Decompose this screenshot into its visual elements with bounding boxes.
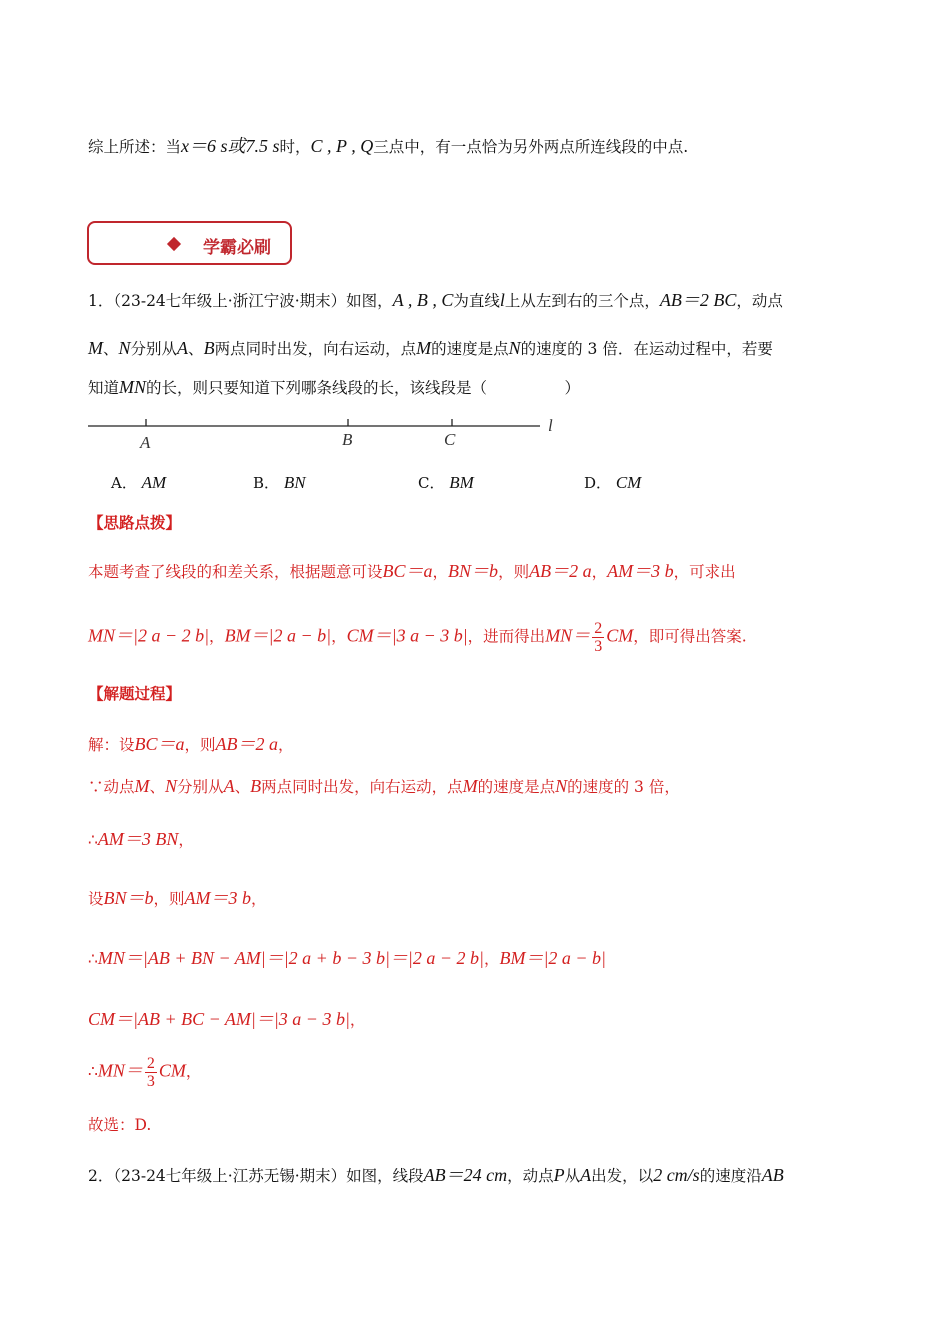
hint-text: ，可求出 [673, 563, 736, 581]
sol-text: 解：设 [88, 736, 135, 754]
q1-text: 、 [103, 340, 119, 358]
label-l: l [548, 416, 553, 435]
sol-text: ， [483, 950, 500, 968]
sol-var: A [223, 776, 235, 796]
sol-text: 、 [234, 778, 251, 796]
q1-var: N [508, 338, 521, 358]
sol-text: ， [349, 1011, 366, 1029]
q1-text: 的长，则只要知道下列哪条线段的长，该线段是（ ） [146, 379, 581, 397]
label-c: C [444, 430, 456, 449]
hint-eq: BM＝|2 a − b| [224, 625, 332, 646]
summary-expr: x＝6 s或7.5 s [181, 136, 280, 156]
diamond-icon [167, 237, 181, 251]
fraction-denominator: 3 [146, 1073, 155, 1090]
option-letter: D． [584, 474, 612, 492]
q1-text: 的速度的 3 倍．在运动过程中，若要 [520, 340, 773, 358]
sol-eq: BM＝|2 a − b| [499, 948, 607, 968]
summary-mid: 时， [279, 138, 311, 156]
q1-var: B [203, 338, 215, 358]
hint-text: ， [591, 563, 608, 581]
q2-speed: 2 cm/s [653, 1165, 700, 1185]
option-letter: A． [111, 474, 137, 492]
solution-step4 [88, 884, 267, 910]
sol-text: ， [251, 890, 267, 908]
sol-var: N [165, 776, 178, 796]
q2-text: 2．（23-24七年级上·江苏无锡·期末）如图，线段 [88, 1167, 424, 1185]
hint-heading: 【思路点拨】 [88, 513, 182, 532]
sol-eq: MN＝ [97, 1060, 143, 1081]
sol-text: ， [185, 1062, 202, 1081]
sol-text: ， [278, 736, 294, 754]
option-value: AM [141, 473, 167, 492]
sol-var: M [462, 776, 478, 796]
hint-line2 [88, 620, 747, 655]
hint-line1 [88, 557, 736, 583]
hint-eq: AB＝2 a [529, 561, 592, 581]
q1-text: 分别从 [130, 340, 178, 358]
hint-eq: AM＝3 b [607, 561, 674, 581]
option-value: CM [615, 473, 642, 492]
q2-eq: AB＝24 cm [423, 1165, 508, 1185]
label-b: B [342, 430, 353, 449]
q1-text: 两点同时出发，向右运动，点 [214, 340, 417, 358]
q1-var: N [118, 338, 131, 358]
label-a: A [140, 433, 151, 452]
option-letter: C． [418, 474, 445, 492]
q2-text: 的速度沿 [699, 1167, 762, 1185]
sol-eq: AM＝3 b [184, 888, 252, 908]
hint-eq: CM [606, 625, 634, 646]
sol-text: ，则 [184, 736, 216, 754]
banner-title: 学霸必刷 [203, 238, 271, 258]
option-b[interactable] [253, 472, 306, 493]
q1-source: 1．（23-24七年级上·浙江宁波·期末）如图， [88, 292, 393, 310]
sol-eq: CM [158, 1060, 186, 1081]
sol-text: ， [178, 831, 194, 849]
q1-text: 上从左到右的三个点， [504, 292, 660, 310]
hint-eq: CM＝|3 a − 3 b| [346, 625, 468, 646]
q1-text: 的速度是点 [431, 340, 509, 358]
summary-line [88, 132, 688, 158]
solution-answer: 故选：D. [88, 1116, 152, 1134]
hint-text: ， [331, 627, 347, 646]
sol-text: 分别从 [177, 778, 224, 796]
sol-text: 的速度的 3 倍， [567, 778, 680, 796]
sol-var: N [555, 776, 568, 796]
hint-text: 本题考查了线段的和差关系，根据题意可设 [88, 563, 383, 581]
q1-text: 、 [188, 340, 204, 358]
therefore-symbol: ∴ [88, 950, 98, 968]
fraction-denominator: 3 [594, 638, 603, 655]
hint-text: ，进而得出 [467, 627, 546, 646]
q2-var: AB [761, 1165, 784, 1185]
sol-eq: AB＝2 a [215, 734, 279, 754]
sol-eq: BN＝b [103, 888, 154, 908]
summary-suffix: 三点中，有一点恰为另外两点所连线段的中点. [373, 138, 689, 156]
sol-eq: AM＝3 BN [97, 829, 179, 849]
hint-eq: BN＝b [448, 561, 499, 581]
hint-eq: BC＝a [382, 561, 433, 581]
option-letter: B． [253, 474, 280, 492]
sol-text: 设 [88, 890, 104, 908]
hint-text: ，即可得出答案. [633, 627, 747, 646]
sol-text: 的速度是点 [477, 778, 556, 796]
sol-text: 、 [149, 778, 166, 796]
fraction-numerator: 2 [594, 620, 603, 637]
sol-text: ∵动点 [88, 778, 135, 796]
q1-text: 为直线 [453, 292, 500, 310]
q2-text: 从 [564, 1167, 581, 1185]
hint-eq: MN＝|2 a − 2 b| [88, 625, 210, 646]
q1-text: 知道 [88, 379, 120, 397]
hint-text: ， [432, 563, 449, 581]
solution-step1 [88, 730, 294, 756]
q1-var: M [88, 338, 103, 358]
sol-var: M [134, 776, 150, 796]
option-value: BM [449, 473, 474, 492]
q2-text: 出发，以 [591, 1167, 654, 1185]
sol-text: ，则 [153, 890, 185, 908]
sol-eq: BC＝a [134, 734, 185, 754]
option-a[interactable] [111, 472, 166, 493]
sol-eq: MN＝|AB + BN − AM|＝|2 a + b − 3 b|＝|2 a − 2 b| [97, 948, 484, 968]
option-d[interactable] [584, 472, 641, 493]
q1-line2 [88, 337, 773, 359]
q1-line-l: l [499, 290, 505, 310]
sol-eq: CM＝|AB + BC − AM|＝|3 a − 3 b| [88, 1009, 350, 1029]
summary-points: C , P , Q [310, 136, 374, 156]
q1-points: A , B , C [392, 290, 454, 310]
q2-line1 [88, 1161, 784, 1187]
hint-text: ，则 [498, 563, 530, 581]
solution-step7 [88, 1055, 201, 1090]
solution-step5 [88, 944, 606, 970]
option-value: BN [283, 473, 306, 492]
q1-var: MN [119, 377, 147, 397]
section-banner [87, 221, 292, 265]
q2-text: ，动点 [507, 1167, 554, 1185]
solution-step3 [88, 825, 194, 851]
q1-equation: AB＝2 BC [659, 290, 737, 310]
hint-fraction [592, 620, 604, 655]
therefore-symbol: ∴ [88, 831, 98, 849]
q1-var: A [177, 338, 189, 358]
solution-step2 [88, 775, 680, 797]
summary-prefix: 综上所述：当 [88, 138, 182, 156]
line-diagram [0, 410, 950, 470]
hint-text: ， [209, 627, 225, 646]
q2-var: A [580, 1165, 592, 1185]
q2-var: P [553, 1165, 565, 1185]
q1-var: M [416, 338, 432, 358]
therefore-symbol: ∴ [88, 1062, 98, 1081]
solution-heading: 【解题过程】 [88, 684, 182, 703]
sol-text: 两点同时出发，向右运动，点 [261, 778, 463, 796]
option-c[interactable] [418, 472, 474, 493]
fraction-numerator: 2 [146, 1055, 155, 1072]
q1-line1 [88, 286, 783, 312]
solution-step6 [88, 1005, 365, 1031]
q1-line3 [88, 376, 580, 398]
q1-text: ，动点 [736, 292, 783, 310]
sol-fraction [145, 1055, 157, 1090]
sol-var: B [250, 776, 262, 796]
hint-eq: MN＝ [545, 625, 591, 646]
